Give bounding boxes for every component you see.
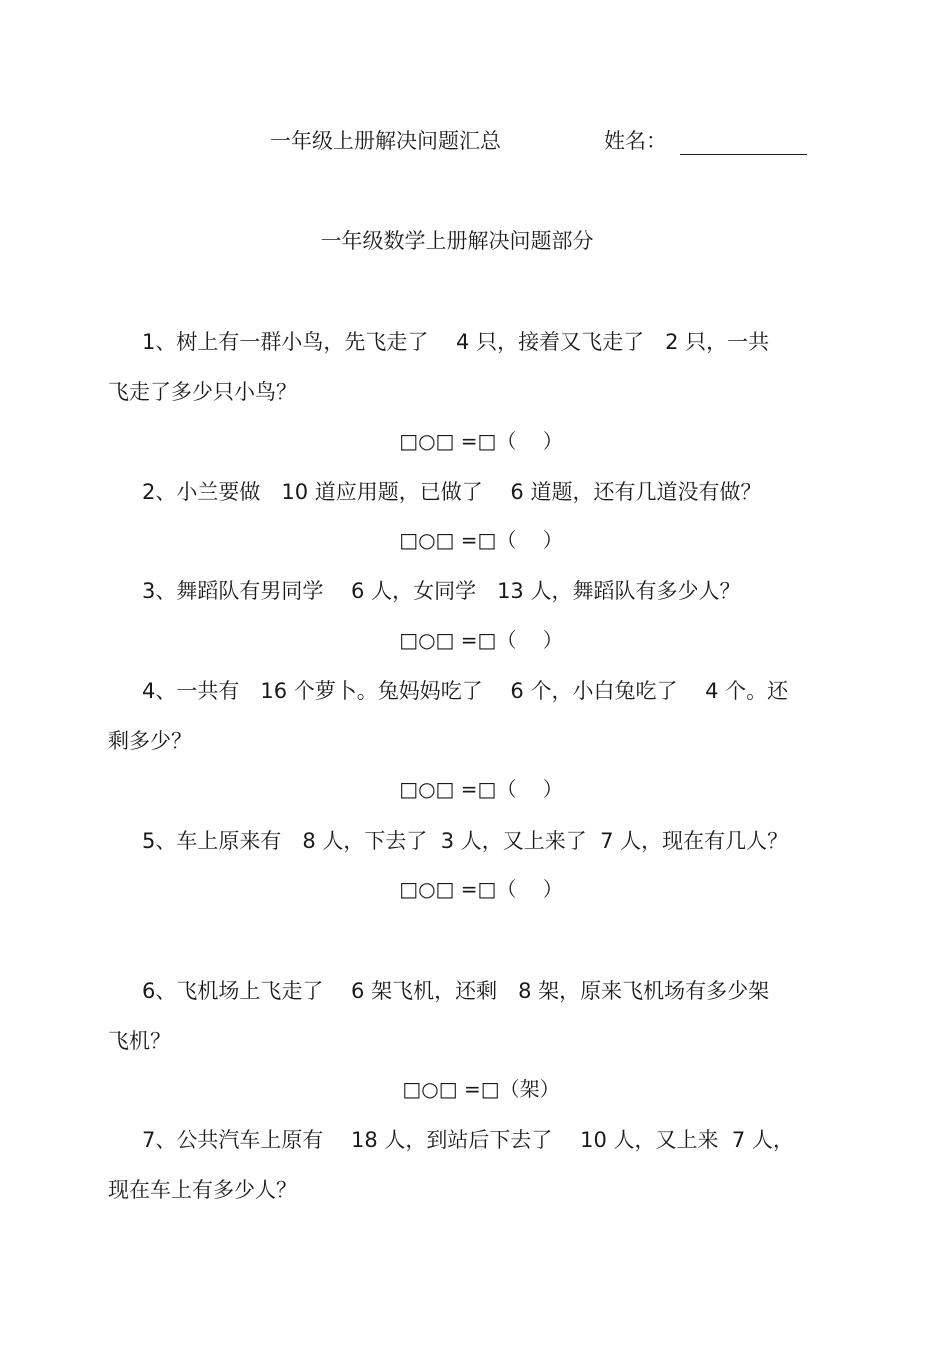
question-3-line-1: 3、舞蹈队有男同学 6 人，女同学 13 人，舞蹈队有多少人？ [142, 579, 741, 603]
question-5-line-1: 5、车上原来有 8 人，下去了 3 人，又上来了 7 人，现在有几人？ [142, 829, 789, 853]
question-6-line-1: 6、飞机场上飞走了 6 架飞机，还剩 8 架，原来飞机场有多少架 [142, 979, 770, 1003]
equation-5[interactable]: □○□ =□（ ） [399, 877, 563, 901]
equation-6[interactable]: □○□ =□（架） [402, 1077, 560, 1101]
question-4 [108, 676, 838, 756]
question-6-line-2: 飞机？ [108, 1029, 171, 1053]
equation-4[interactable]: □○□ =□（ ） [399, 777, 563, 801]
question-1-line-2: 飞走了多少只小鸟？ [108, 380, 297, 404]
question-6 [108, 976, 838, 1056]
equation-2[interactable]: □○□ =□（ ） [399, 528, 563, 552]
name-blank-line[interactable] [680, 154, 807, 155]
question-7 [108, 1125, 838, 1205]
name-label: 姓名： [604, 129, 667, 153]
question-1 [108, 327, 838, 407]
equation-1[interactable]: □○□ =□（ ） [399, 429, 563, 453]
question-7-line-1: 7、公共汽车上原有 18 人，到站后下去了 10 人，又上来 7 人， [142, 1128, 794, 1152]
question-1-line-1: 1、树上有一群小鸟，先飞走了 4 只，接着又飞走了 2 只，一共 [142, 330, 770, 354]
question-2-line-1: 2、小兰要做 10 道应用题，已做了 6 道题，还有几道没有做？ [142, 480, 762, 504]
question-3 [108, 576, 838, 606]
question-5 [108, 826, 838, 856]
question-4-line-2: 剩多少？ [108, 729, 192, 753]
equation-3[interactable]: □○□ =□（ ） [399, 628, 563, 652]
section-subtitle: 一年级数学上册解决问题部分 [320, 229, 594, 253]
document-title: 一年级上册解决问题汇总 [270, 129, 501, 153]
question-7-line-2: 现在车上有多少人？ [108, 1178, 297, 1202]
question-4-line-1: 4、一共有 16 个萝卜。兔妈妈吃了 6 个，小白兔吃了 4 个。还 [142, 679, 789, 703]
question-2 [108, 477, 838, 507]
